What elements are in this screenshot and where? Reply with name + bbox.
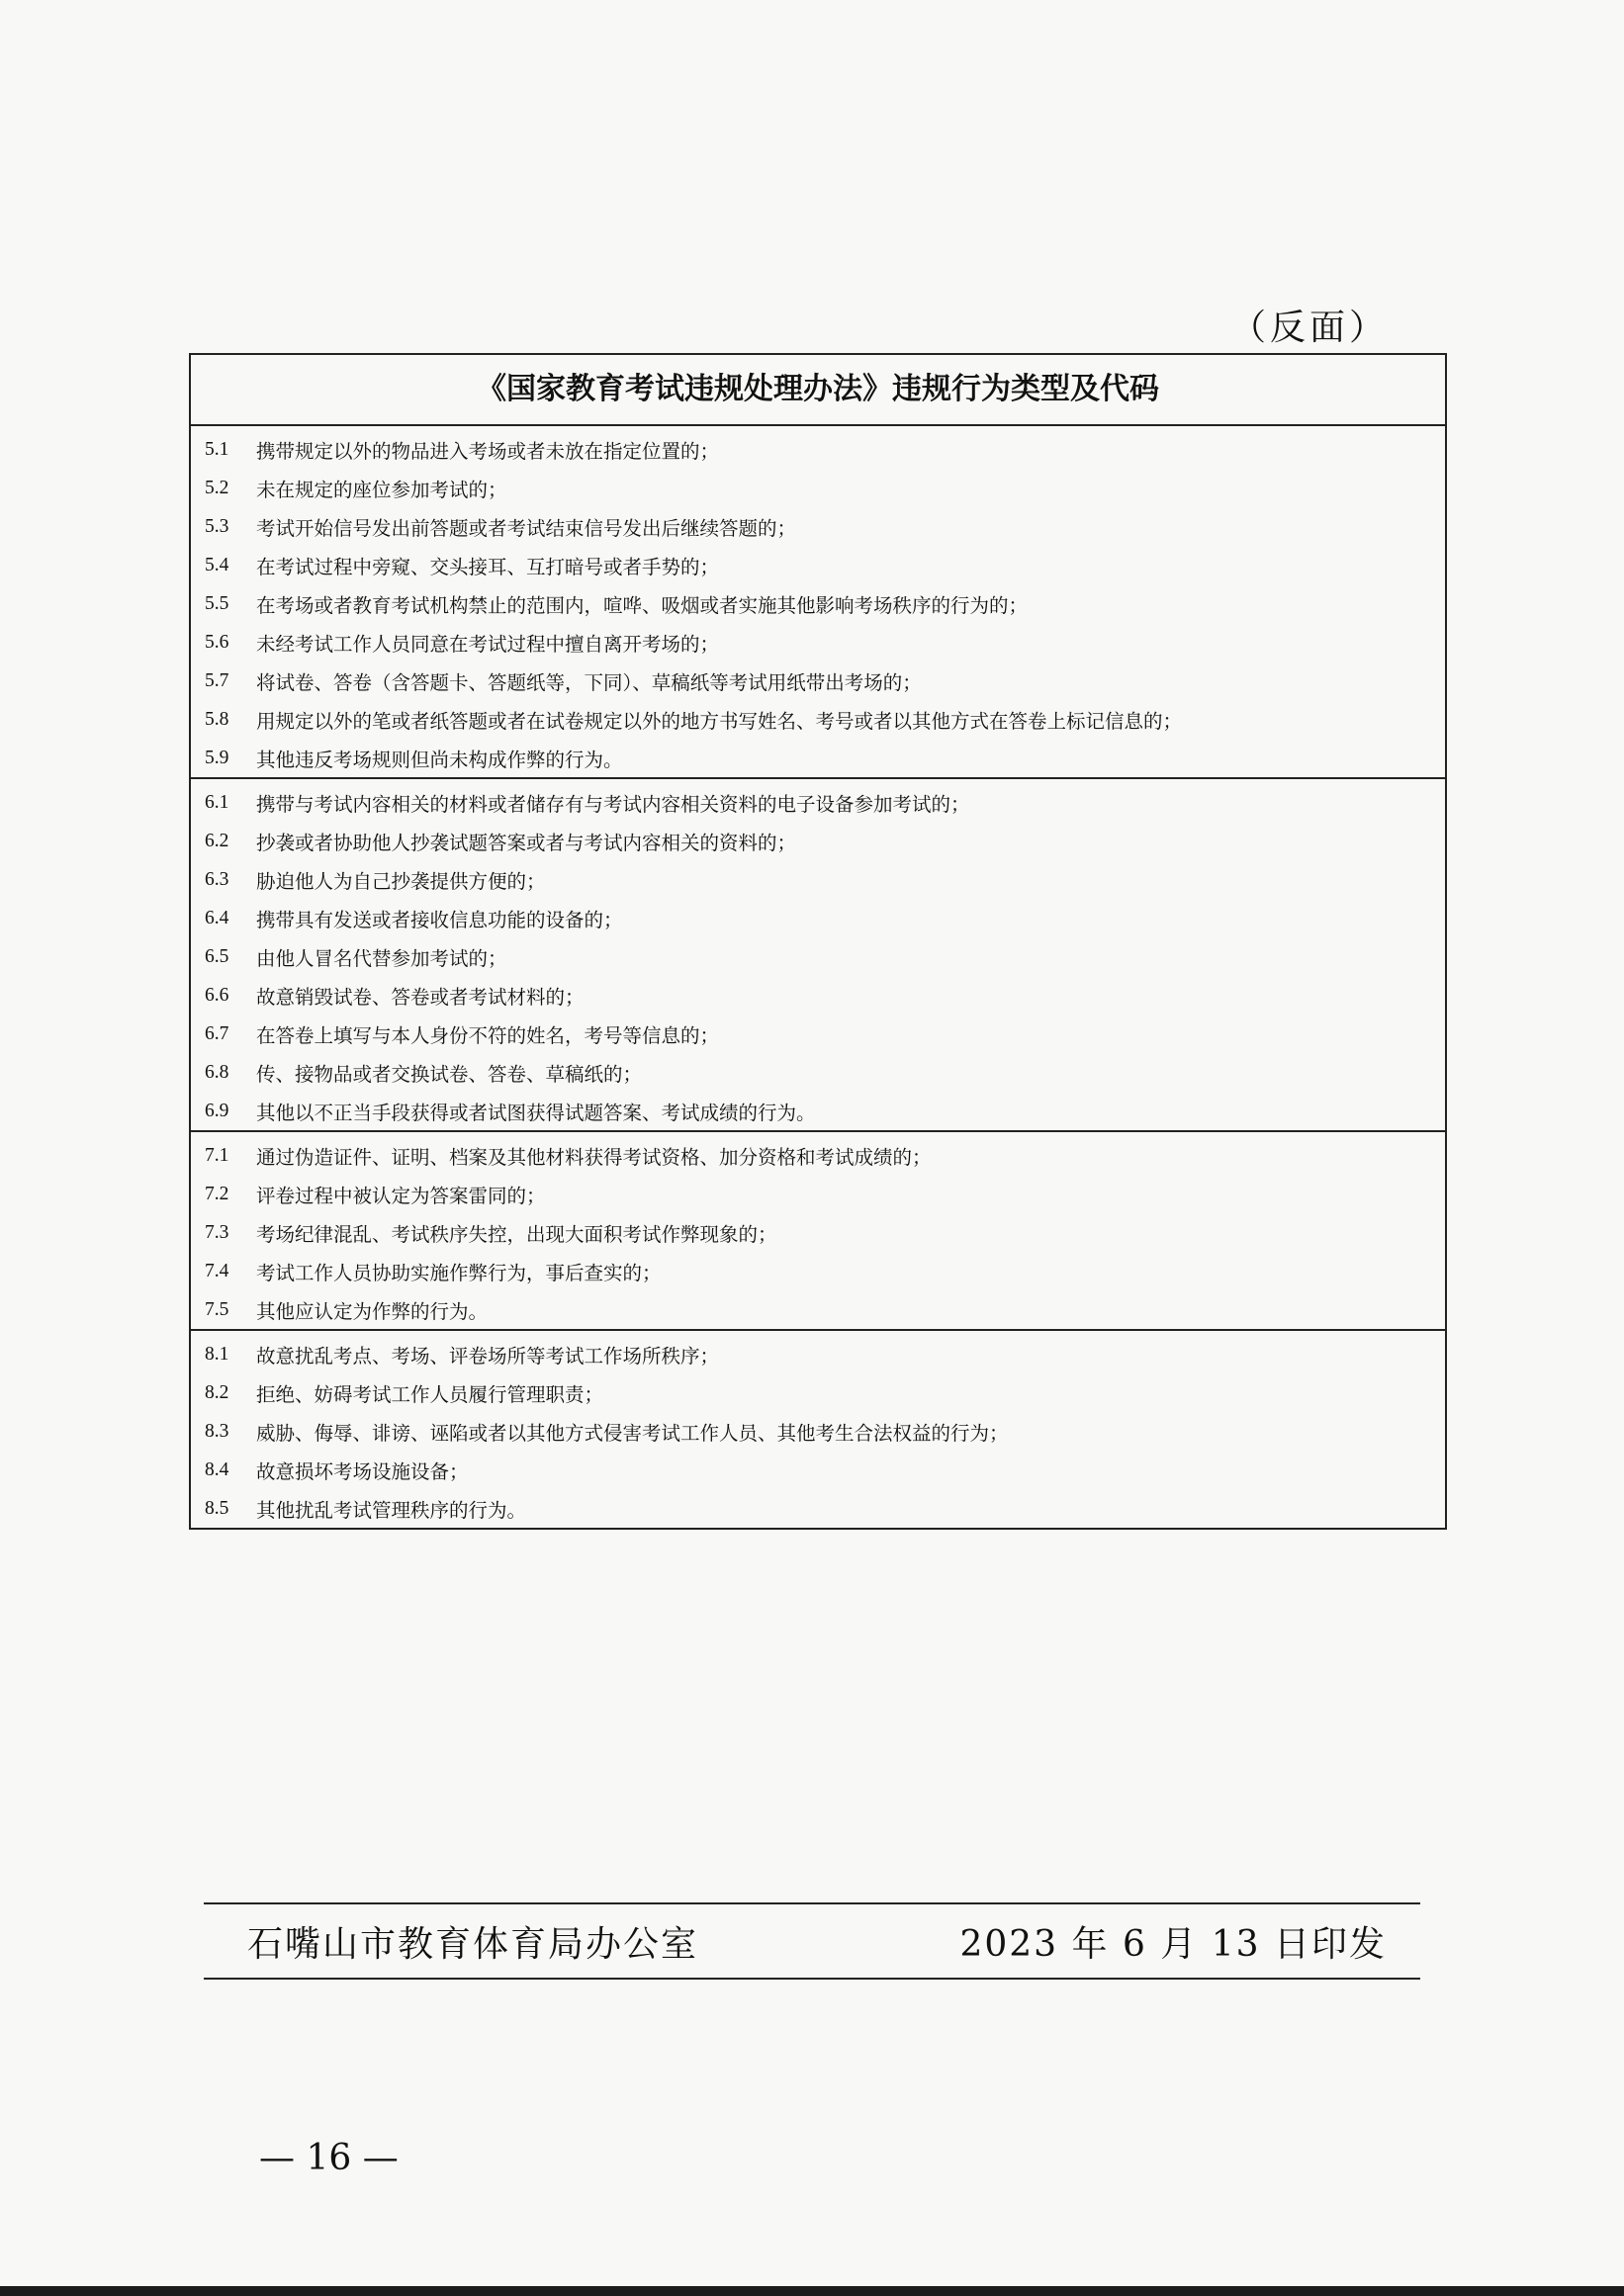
violation-description: 携带与考试内容相关的材料或者储存有与考试内容相关资料的电子设备参加考试的；: [256, 792, 970, 816]
table-row: [191, 822, 1445, 860]
violation-code: 6.8: [205, 1061, 229, 1083]
violation-description: 抄袭或者协助他人抄袭试题答案或者与考试内容相关的资料的；: [256, 831, 797, 854]
table-row: [191, 899, 1445, 937]
violation-code: 7.2: [205, 1183, 229, 1204]
violation-code: 5.2: [205, 477, 229, 498]
violation-description: 考场纪律混乱、考试秩序失控，出现大面积考试作弊现象的；: [256, 1222, 777, 1246]
table-title: 《国家教育考试违规处理办法》违规行为类型及代码: [191, 355, 1445, 426]
violation-description: 其他违反考场规则但尚未构成作弊的行为。: [256, 748, 623, 771]
table-row: [191, 662, 1445, 700]
violation-description: 将试卷、答卷（含答题卡、答题纸等，下同）、草稿纸等考试用纸带出考场的；: [256, 670, 922, 694]
violation-description: 在考试过程中旁窥、交头接耳、互打暗号或者手势的；: [256, 555, 720, 578]
table-row: [191, 1175, 1445, 1213]
table-group: [191, 1331, 1445, 1528]
table-row: [191, 1451, 1445, 1489]
table-group: [191, 426, 1445, 779]
violation-description: 其他以不正当手段获得或者试图获得试题答案、考试成绩的行为。: [256, 1101, 816, 1124]
violation-description: 评卷过程中被认定为答案雷同的；: [256, 1184, 546, 1207]
table-row: [191, 430, 1445, 469]
violation-code: 7.4: [205, 1260, 229, 1281]
issue-date: 2023 年 6 月 13 日印发: [959, 1923, 1387, 1965]
table-group: [191, 1132, 1445, 1331]
table-row: [191, 1252, 1445, 1290]
table-row: [191, 469, 1445, 507]
table-row: [191, 507, 1445, 546]
violation-code: 8.4: [205, 1458, 229, 1480]
table-row: [191, 1136, 1445, 1175]
violation-code: 7.1: [205, 1144, 229, 1166]
violation-code: 6.4: [205, 907, 229, 928]
violation-description: 拒绝、妨碍考试工作人员履行管理职责；: [256, 1382, 604, 1406]
violation-description: 其他扰乱考试管理秩序的行为。: [256, 1498, 527, 1522]
table-row: [191, 1373, 1445, 1412]
table-row: [191, 1412, 1445, 1451]
violation-code: 5.5: [205, 592, 229, 614]
violation-description: 故意扰乱考点、考场、评卷场所等考试工作场所秩序；: [256, 1344, 720, 1368]
violation-code: 6.7: [205, 1022, 229, 1044]
violation-code: 6.6: [205, 984, 229, 1006]
table-group: [191, 779, 1445, 1132]
table-row: [191, 700, 1445, 739]
violation-code: 8.1: [205, 1343, 229, 1365]
violation-code: 5.3: [205, 515, 229, 537]
violation-description: 考试工作人员协助实施作弊行为，事后查实的；: [256, 1261, 662, 1284]
violation-description: 威胁、侮辱、诽谤、诬陷或者以其他方式侵害考试工作人员、其他考生合法权益的行为；: [256, 1421, 1009, 1445]
violation-code: 6.2: [205, 830, 229, 851]
violation-description: 其他应认定为作弊的行为。: [256, 1299, 489, 1323]
violation-description: 在考场或者教育考试机构禁止的范围内，喧哗、吸烟或者实施其他影响考场秩序的行为的；: [256, 593, 1029, 617]
table-row: [191, 976, 1445, 1015]
table-row: [191, 1213, 1445, 1252]
violation-description: 故意损坏考场设施设备；: [256, 1459, 469, 1483]
table-row: [191, 1335, 1445, 1373]
scan-bottom-edge: [0, 2286, 1624, 2296]
violation-description: 未经考试工作人员同意在考试过程中擅自离开考场的；: [256, 632, 720, 656]
table-row: [191, 1489, 1445, 1528]
violation-code: 5.9: [205, 747, 229, 768]
table-row: [191, 1092, 1445, 1130]
table-row: [191, 1015, 1445, 1053]
table-row: [191, 1290, 1445, 1329]
issuance-footer: [204, 1902, 1420, 1980]
violation-code: 6.5: [205, 945, 229, 967]
violation-description: 携带规定以外的物品进入考场或者未放在指定位置的；: [256, 439, 720, 463]
table-row: [191, 739, 1445, 777]
violation-code: 8.2: [205, 1381, 229, 1403]
violation-code: 5.8: [205, 708, 229, 730]
violation-code: 8.5: [205, 1497, 229, 1519]
violation-description: 通过伪造证件、证明、档案及其他材料获得考试资格、加分资格和考试成绩的；: [256, 1145, 932, 1169]
violation-code: 5.6: [205, 631, 229, 653]
violation-description: 携带具有发送或者接收信息功能的设备的；: [256, 908, 623, 931]
violation-code: 5.1: [205, 438, 229, 460]
violation-code: 5.7: [205, 669, 229, 691]
violation-code: 6.3: [205, 868, 229, 890]
table-row: [191, 546, 1445, 584]
violation-code: 7.3: [205, 1221, 229, 1243]
violation-description: 在答卷上填写与本人身份不符的姓名，考号等信息的；: [256, 1023, 720, 1047]
table-row: [191, 937, 1445, 976]
table-body: [191, 426, 1445, 1528]
violation-code: 6.9: [205, 1100, 229, 1121]
violation-description: 未在规定的座位参加考试的；: [256, 478, 507, 501]
violation-description: 传、接物品或者交换试卷、答卷、草稿纸的；: [256, 1062, 643, 1086]
violation-description: 考试开始信号发出前答题或者考试结束信号发出后继续答题的；: [256, 516, 797, 540]
violation-code: 5.4: [205, 554, 229, 575]
violation-description: 用规定以外的笔或者纸答题或者在试卷规定以外的地方书写姓名、考号或者以其他方式在答卷上标记信息的；: [256, 709, 1183, 733]
violation-description: 由他人冒名代替参加考试的；: [256, 946, 507, 970]
violation-code: 6.1: [205, 791, 229, 813]
page-number: — 16 —: [259, 2138, 399, 2178]
table-row: [191, 860, 1445, 899]
violation-code: 8.3: [205, 1420, 229, 1442]
table-row: [191, 623, 1445, 662]
table-row: [191, 584, 1445, 623]
violation-description: 胁迫他人为自己抄袭提供方便的；: [256, 869, 546, 893]
table-row: [191, 1053, 1445, 1092]
violation-code-table: [189, 353, 1447, 1530]
side-label: （反面）: [1229, 308, 1389, 348]
table-row: [191, 783, 1445, 822]
violation-description: 故意销毁试卷、答卷或者考试材料的；: [256, 985, 585, 1009]
violation-code: 7.5: [205, 1298, 229, 1320]
issuer-name: 石嘴山市教育体育局办公室: [247, 1923, 699, 1965]
